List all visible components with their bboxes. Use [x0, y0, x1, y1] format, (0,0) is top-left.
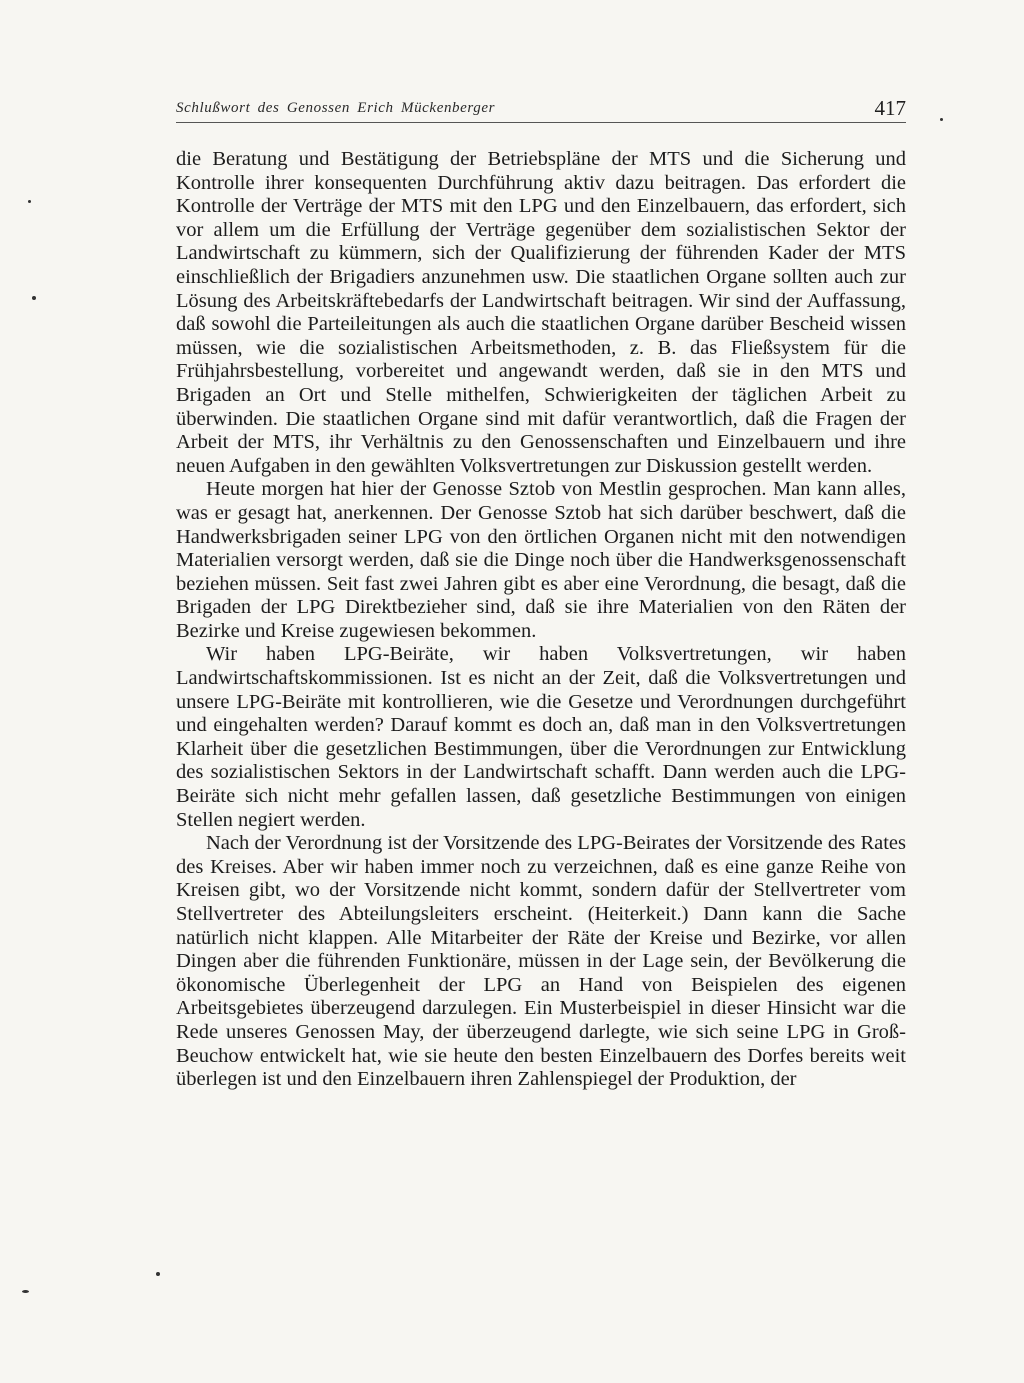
- paragraph-2: Heute morgen hat hier der Genosse Sztob von Mestlin gesprochen. Man kann alles, was er gesagt hat, anerkennen. Der Genosse Sztob hat sich darüber beschwert, daß die Handwerksbrigaden seiner LPG von den örtlichen Organen nicht mit den notwendigen Materialien versorgt werden, daß sie die Dinge noch über die Handwerksgenossenschaft beziehen müssen. Seit fast zwei Jahren gibt es aber eine Verordnung, die besagt, daß die Brigaden der LPG Direktbezieher sind, daß sie ihre Materialien von den Räten der Bezirke und Kreise zugewiesen bekommen.: [176, 478, 906, 642]
- paragraph-1: die Beratung und Bestätigung der Betriebspläne der MTS und die Sicherung und Kontrolle ihrer konsequenten Durchführung aktiv dazu beitragen. Das erfordert die Kontrolle der Verträge der MTS mit den LPG und den Einzelbauern, das erfordert, sich vor allem um die Erfüllung der Verträge gegenüber dem sozialistischen Sektor der Landwirtschaft zu kümmern, sich der Qualifizierung der führenden Kader der MTS einschließlich der Brigadiers anzunehmen usw. Die staatlichen Organe sollten auch zur Lösung des Arbeitskräftebedarfs der Landwirtschaft beitragen. Wir sind der Auffassung, daß sowohl die Parteileitungen als auch die staatlichen Organe darüber Bescheid wissen müssen, wie die sozialistischen Arbeitsmethoden, z. B. das Fließsystem für die Frühjahrsbestellung, vorbereitet und angewandt werden, daß sie in den MTS und Brigaden an Ort und Stelle mithelfen, Schwierigkeiten der täglichen Arbeit zu überwinden. Die staatlichen Organe sind mit dafür verantwortlich, daß die Fragen der Arbeit der MTS, ihr Verhältnis zu den Genossenschaften und Einzelbauern und ihre neuen Aufgaben in den gewählten Volksvertretungen zur Diskussion gestellt werden.: [176, 148, 906, 477]
- running-header: [176, 96, 906, 124]
- scan-speck: [156, 1272, 160, 1276]
- scan-speck: [22, 1290, 29, 1293]
- running-title: Schlußwort des Genossen Erich Mückenberger: [176, 100, 496, 116]
- scan-speck: [32, 296, 36, 300]
- body-text: [176, 148, 906, 1092]
- scan-speck: [28, 200, 31, 203]
- paragraph-3: Wir haben LPG-Beiräte, wir haben Volksvertretungen, wir haben Landwirtschaftskommissionen. Ist es nicht an der Zeit, daß die Volksvertretungen und unsere LPG-Beiräte mit kontrollieren, wie die Gesetze und Verordnungen durchgeführt und eingehalten werden? Darauf kommt es doch an, daß man in den Volksvertretungen Klarheit über die gesetzlichen Bestimmungen, über die Verordnungen zur Entwicklung des sozialistischen Sektors in der Landwirtschaft schafft. Dann werden auch die LPG-Beiräte sich nicht mehr gefallen lassen, daß gesetzliche Bestimmungen von einigen Stellen negiert werden.: [176, 643, 906, 831]
- scan-speck: [940, 118, 943, 121]
- page-number: 417: [874, 96, 906, 120]
- paragraph-4: Nach der Verordnung ist der Vorsitzende des LPG-Beirates der Vorsitzende des Rates des Kreises. Aber wir haben immer noch zu verzeichnen, daß es eine ganze Reihe von Kreisen gibt, wo der Vorsitzende nicht kommt, sondern dafür der Stellvertreter vom Stellvertreter des Abteilungsleiters erscheint. (Heiterkeit.) Dann kann die Sache natürlich nicht klappen. Alle Mitarbeiter der Räte der Kreise und Bezirke, vor allen Dingen aber die führenden Funktionäre, müssen in der Lage sein, der Bevölkerung die ökonomische Überlegenheit der LPG an Hand von Beispielen des eigenen Arbeitsgebietes überzeugend darzulegen. Ein Musterbeispiel in dieser Hinsicht war die Rede unseres Genossen May, der überzeugend darlegte, wie sich seine LPG in Groß-Beuchow entwickelt hat, wie sie heute den besten Einzelbauern des Dorfes bereits weit überlegen ist und den Einzelbauern ihren Zahlenspiegel der Produktion, der: [176, 832, 906, 1091]
- header-rule: [176, 122, 906, 123]
